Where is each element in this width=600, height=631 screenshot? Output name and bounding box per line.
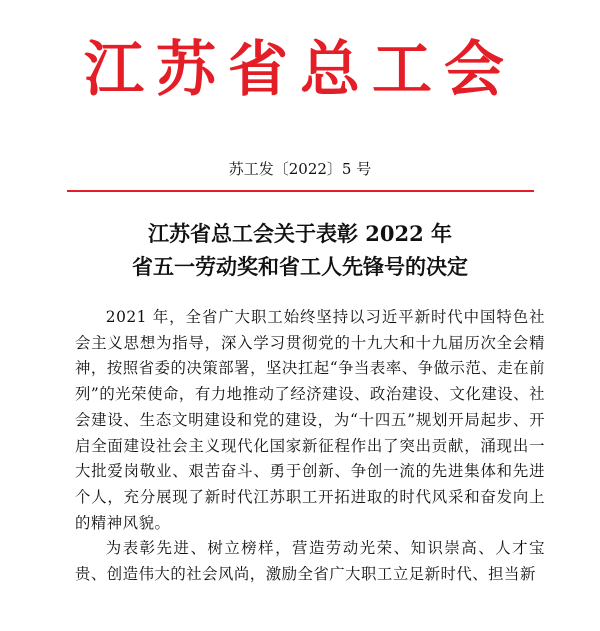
title-line-1: 江苏省总工会关于表彰 2022 年 [147, 221, 453, 246]
masthead-title: 江苏省总工会 [84, 35, 516, 105]
red-divider [67, 190, 534, 192]
paragraph-2: 为表彰先进、树立榜样，营造劳动光荣、知识崇高、人才宝贵、创造伟大的社会风尚，激励全省广大职工立足新时代、担当新 [75, 539, 545, 584]
title-line-2: 省五一劳动奖和省工人先锋号的决定 [132, 254, 468, 279]
document-title [0, 217, 600, 283]
document-number: 苏工发〔2022〕5 号 [228, 160, 372, 178]
document-body [75, 305, 545, 588]
paragraph-1: 2021 年，全省广大职工始终坚持以习近平新时代中国特色社会主义思想为指导，深入学习贯彻党的十九大和十九届历次全会精神，按照省委的决策部署，坚决扛起“争当表率、争做示范、走在前列”的光荣使命，有力地推动了经济建设、政治建设、文化建设、社会建设、生态文明建设和党的建设，为“十四五”规划开局起步、开启全面建设社会主义现代化国家新征程作出了突出贡献，涌现出一大批爱岗敬业、艰苦奋斗、勇于创新、争创一流的先进集体和先进个人，充分展现了新时代江苏职工开拓进取的时代风采和奋发向上的精神风貌。 [75, 308, 545, 532]
